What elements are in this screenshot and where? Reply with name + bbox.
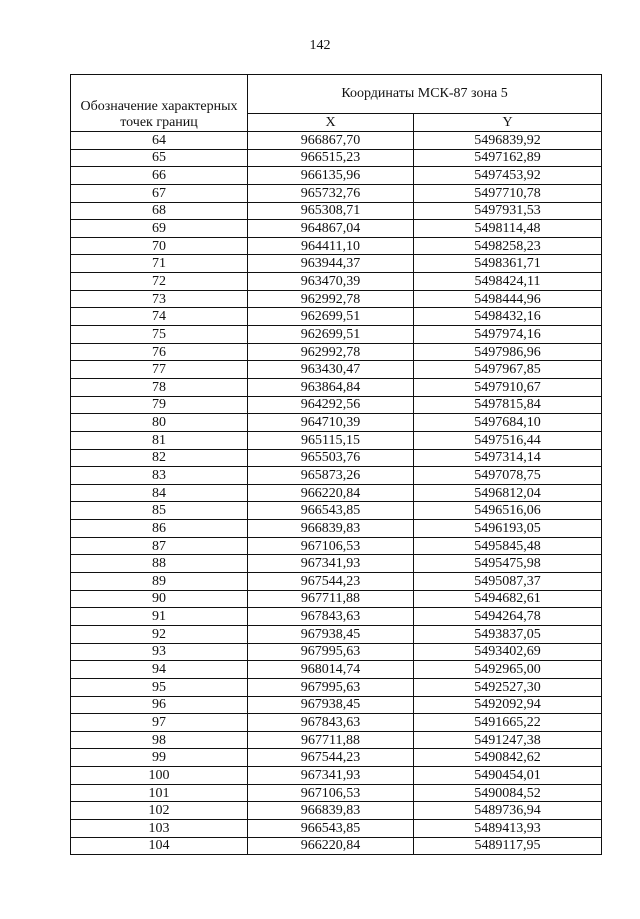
table-row [71, 237, 602, 255]
coordinates-table [70, 74, 602, 855]
y-coordinate-cell: 5497516,44 [414, 431, 602, 449]
y-coordinate-cell: 5498424,11 [414, 273, 602, 291]
table-row [71, 555, 602, 573]
table-row [71, 590, 602, 608]
table-row [71, 449, 602, 467]
table-row [71, 343, 602, 361]
y-coordinate-cell: 5494264,78 [414, 608, 602, 626]
x-coordinate-cell: 963944,37 [248, 255, 414, 273]
y-coordinate-cell: 5497314,14 [414, 449, 602, 467]
table-row [71, 537, 602, 555]
x-coordinate-cell: 963470,39 [248, 273, 414, 291]
point-cell: 73 [71, 290, 248, 308]
y-coordinate-cell: 5498444,96 [414, 290, 602, 308]
table-row [71, 149, 602, 167]
table-row [71, 661, 602, 679]
x-column-header: X [248, 113, 414, 131]
point-cell: 83 [71, 467, 248, 485]
point-cell: 68 [71, 202, 248, 220]
point-cell: 96 [71, 696, 248, 714]
point-cell: 103 [71, 819, 248, 837]
y-coordinate-cell: 5496516,06 [414, 502, 602, 520]
x-coordinate-cell: 964411,10 [248, 237, 414, 255]
x-coordinate-cell: 966839,83 [248, 802, 414, 820]
y-coordinate-cell: 5497986,96 [414, 343, 602, 361]
y-coordinate-cell: 5495845,48 [414, 537, 602, 555]
y-coordinate-cell: 5490454,01 [414, 767, 602, 785]
point-cell: 79 [71, 396, 248, 414]
y-coordinate-cell: 5497931,53 [414, 202, 602, 220]
table-row [71, 696, 602, 714]
table-row [71, 202, 602, 220]
x-coordinate-cell: 966515,23 [248, 149, 414, 167]
table-row [71, 414, 602, 432]
point-cell: 93 [71, 643, 248, 661]
y-coordinate-cell: 5496812,04 [414, 484, 602, 502]
table-row [71, 767, 602, 785]
table-row [71, 132, 602, 150]
point-cell: 102 [71, 802, 248, 820]
y-coordinate-cell: 5494682,61 [414, 590, 602, 608]
x-coordinate-cell: 967341,93 [248, 767, 414, 785]
x-coordinate-cell: 966543,85 [248, 502, 414, 520]
point-cell: 78 [71, 378, 248, 396]
point-cell: 67 [71, 184, 248, 202]
y-coordinate-cell: 5497910,67 [414, 378, 602, 396]
table-row [71, 255, 602, 273]
x-coordinate-cell: 966543,85 [248, 819, 414, 837]
table-row [71, 290, 602, 308]
point-cell: 86 [71, 520, 248, 538]
x-coordinate-cell: 967938,45 [248, 625, 414, 643]
table-row [71, 714, 602, 732]
point-cell: 98 [71, 731, 248, 749]
y-coordinate-cell: 5493837,05 [414, 625, 602, 643]
y-coordinate-cell: 5493402,69 [414, 643, 602, 661]
x-coordinate-cell: 965873,26 [248, 467, 414, 485]
point-cell: 101 [71, 784, 248, 802]
y-coordinate-cell: 5490842,62 [414, 749, 602, 767]
x-coordinate-cell: 965732,76 [248, 184, 414, 202]
x-coordinate-cell: 967341,93 [248, 555, 414, 573]
x-coordinate-cell: 962992,78 [248, 343, 414, 361]
point-cell: 100 [71, 767, 248, 785]
point-cell: 84 [71, 484, 248, 502]
y-coordinate-cell: 5489736,94 [414, 802, 602, 820]
point-cell: 82 [71, 449, 248, 467]
x-coordinate-cell: 966839,83 [248, 520, 414, 538]
point-cell: 64 [71, 132, 248, 150]
table-row [71, 837, 602, 855]
y-coordinate-cell: 5495475,98 [414, 555, 602, 573]
point-cell: 66 [71, 167, 248, 185]
point-cell: 90 [71, 590, 248, 608]
table-row [71, 573, 602, 591]
table-row [71, 361, 602, 379]
x-coordinate-cell: 967106,53 [248, 537, 414, 555]
table-row [71, 431, 602, 449]
table-row [71, 484, 602, 502]
point-cell: 97 [71, 714, 248, 732]
table-row [71, 625, 602, 643]
point-cell: 94 [71, 661, 248, 679]
y-coordinate-cell: 5497974,16 [414, 326, 602, 344]
x-coordinate-cell: 967544,23 [248, 749, 414, 767]
point-cell: 77 [71, 361, 248, 379]
x-coordinate-cell: 967938,45 [248, 696, 414, 714]
x-coordinate-cell: 967843,63 [248, 714, 414, 732]
point-cell: 85 [71, 502, 248, 520]
table-row [71, 308, 602, 326]
point-cell: 72 [71, 273, 248, 291]
x-coordinate-cell: 963430,47 [248, 361, 414, 379]
point-cell: 65 [71, 149, 248, 167]
point-cell: 80 [71, 414, 248, 432]
y-coordinate-cell: 5498432,16 [414, 308, 602, 326]
table-row [71, 167, 602, 185]
table-row [71, 643, 602, 661]
table-row [71, 678, 602, 696]
table-row [71, 608, 602, 626]
y-coordinate-cell: 5489117,95 [414, 837, 602, 855]
table-row [71, 819, 602, 837]
point-cell: 99 [71, 749, 248, 767]
x-coordinate-cell: 967711,88 [248, 731, 414, 749]
point-cell: 95 [71, 678, 248, 696]
y-coordinate-cell: 5498258,23 [414, 237, 602, 255]
table-body [71, 132, 602, 855]
x-coordinate-cell: 967544,23 [248, 573, 414, 591]
point-cell: 75 [71, 326, 248, 344]
table-row [71, 749, 602, 767]
y-coordinate-cell: 5490084,52 [414, 784, 602, 802]
x-coordinate-cell: 966135,96 [248, 167, 414, 185]
x-coordinate-cell: 962699,51 [248, 326, 414, 344]
x-coordinate-cell: 964292,56 [248, 396, 414, 414]
x-coordinate-cell: 965503,76 [248, 449, 414, 467]
x-coordinate-cell: 967995,63 [248, 678, 414, 696]
y-coordinate-cell: 5497710,78 [414, 184, 602, 202]
y-coordinate-cell: 5498114,48 [414, 220, 602, 238]
x-coordinate-cell: 965115,15 [248, 431, 414, 449]
table-row [71, 731, 602, 749]
table-row [71, 184, 602, 202]
point-cell: 91 [71, 608, 248, 626]
point-cell: 71 [71, 255, 248, 273]
x-coordinate-cell: 964710,39 [248, 414, 414, 432]
y-coordinate-cell: 5496839,92 [414, 132, 602, 150]
y-coordinate-cell: 5492965,00 [414, 661, 602, 679]
y-coordinate-cell: 5492527,30 [414, 678, 602, 696]
table-row [71, 502, 602, 520]
y-coordinate-cell: 5497078,75 [414, 467, 602, 485]
point-cell: 76 [71, 343, 248, 361]
page-number: 142 [309, 38, 331, 53]
x-coordinate-cell: 967711,88 [248, 590, 414, 608]
table-row [71, 378, 602, 396]
y-coordinate-cell: 5496193,05 [414, 520, 602, 538]
y-coordinate-cell: 5492092,94 [414, 696, 602, 714]
table-header [71, 75, 602, 132]
coordinate-system-header: Координаты МСК-87 зона 5 [248, 75, 602, 114]
x-coordinate-cell: 966867,70 [248, 132, 414, 150]
table-row [71, 802, 602, 820]
point-cell: 87 [71, 537, 248, 555]
point-cell: 81 [71, 431, 248, 449]
y-coordinate-cell: 5497967,85 [414, 361, 602, 379]
points-column-header: Обозначение характерных точек границ [71, 75, 248, 132]
x-coordinate-cell: 967843,63 [248, 608, 414, 626]
x-coordinate-cell: 967995,63 [248, 643, 414, 661]
x-coordinate-cell: 962699,51 [248, 308, 414, 326]
y-coordinate-cell: 5497815,84 [414, 396, 602, 414]
y-coordinate-cell: 5498361,71 [414, 255, 602, 273]
table-row [71, 220, 602, 238]
x-coordinate-cell: 965308,71 [248, 202, 414, 220]
x-coordinate-cell: 962992,78 [248, 290, 414, 308]
table-row [71, 326, 602, 344]
x-coordinate-cell: 967106,53 [248, 784, 414, 802]
y-coordinate-cell: 5491665,22 [414, 714, 602, 732]
table-row [71, 520, 602, 538]
table-row [71, 784, 602, 802]
x-coordinate-cell: 968014,74 [248, 661, 414, 679]
y-coordinate-cell: 5497684,10 [414, 414, 602, 432]
x-coordinate-cell: 966220,84 [248, 837, 414, 855]
y-coordinate-cell: 5491247,38 [414, 731, 602, 749]
y-coordinate-cell: 5495087,37 [414, 573, 602, 591]
point-cell: 104 [71, 837, 248, 855]
point-cell: 88 [71, 555, 248, 573]
x-coordinate-cell: 963864,84 [248, 378, 414, 396]
table-row [71, 467, 602, 485]
table-row [71, 396, 602, 414]
table-row [71, 273, 602, 291]
point-cell: 74 [71, 308, 248, 326]
y-coordinate-cell: 5497162,89 [414, 149, 602, 167]
x-coordinate-cell: 964867,04 [248, 220, 414, 238]
point-cell: 69 [71, 220, 248, 238]
x-coordinate-cell: 966220,84 [248, 484, 414, 502]
point-cell: 89 [71, 573, 248, 591]
y-coordinate-cell: 5497453,92 [414, 167, 602, 185]
point-cell: 92 [71, 625, 248, 643]
y-coordinate-cell: 5489413,93 [414, 819, 602, 837]
y-column-header: Y [414, 113, 602, 131]
point-cell: 70 [71, 237, 248, 255]
